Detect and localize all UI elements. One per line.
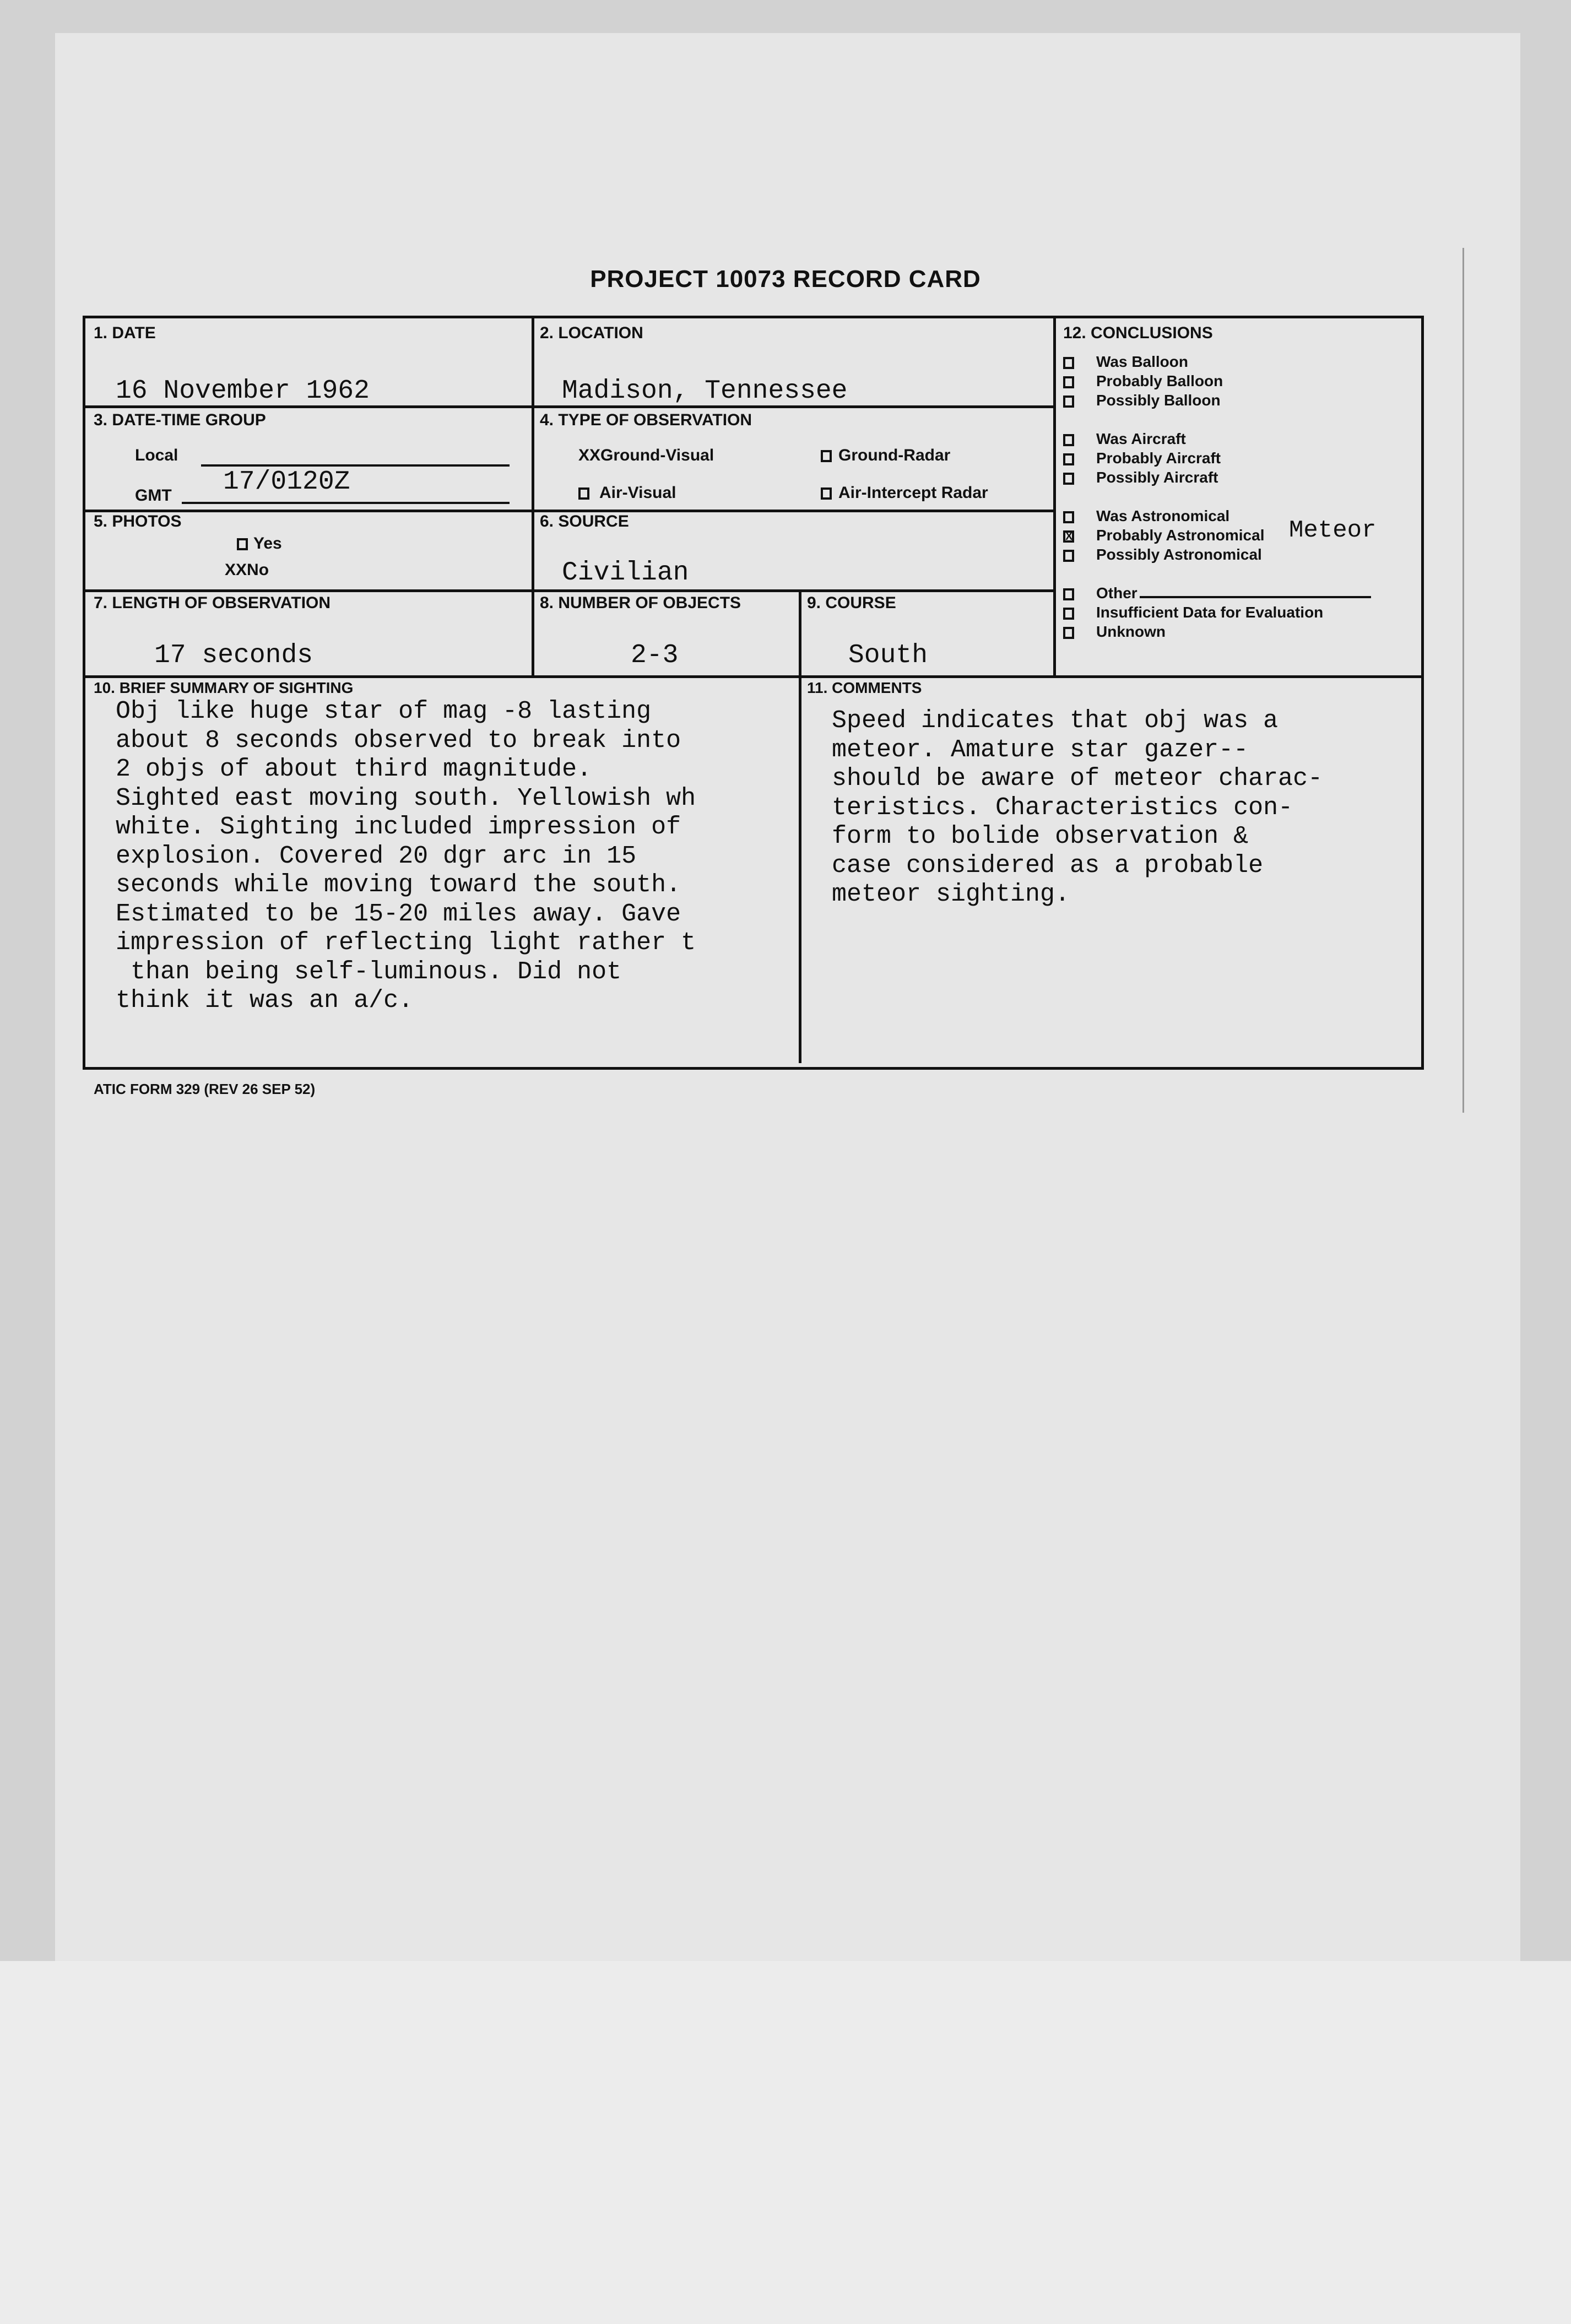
checkbox-icon [1063,376,1074,388]
local-label: Local [135,446,178,464]
conclusion-option [1063,353,1188,371]
text-line: Estimated to be 15-20 miles away. Gave [116,900,681,928]
divider [1053,318,1056,676]
text-line: should be aware of meteor charac- [832,765,1323,793]
summary-text [116,697,696,1016]
form-footer: ATIC FORM 329 (REV 26 SEP 52) [94,1081,316,1097]
text-line: form to bolide observation & [832,822,1249,850]
conclusion-option [1063,623,1166,641]
type-label: 4. TYPE OF OBSERVATION [540,411,752,429]
text-line: Speed indicates that obj was a [832,707,1279,735]
summary-label: 10. BRIEF SUMMARY OF SIGHTING [94,679,354,696]
conclusion-option [1063,392,1221,409]
dtg-label: 3. DATE-TIME GROUP [94,411,266,429]
checkbox-icon [1063,627,1074,639]
divider [799,589,801,1063]
date-label: 1. DATE [94,324,156,342]
conclusions-label: 12. CONCLUSIONS [1063,324,1213,342]
conclusion-label: Was Astronomical [1096,507,1230,524]
conclusion-option [1063,449,1221,467]
gmt-field [182,502,510,504]
checkbox-icon [1063,473,1074,485]
text-line: white. Sighting included impression of [116,813,681,841]
gmt-label: GMT [135,486,172,505]
location-value: Madison, Tennessee [562,376,848,406]
length-value: 17 seconds [154,641,313,670]
photos-no: XXNo [225,561,269,579]
text-line: explosion. Covered 20 dgr arc in 15 [116,842,637,870]
text-line: teristics. Characteristics con- [832,793,1293,822]
checkbox-icon [1063,608,1074,620]
objects-label: 8. NUMBER OF OBJECTS [540,594,741,612]
length-label: 7. LENGTH OF OBSERVATION [94,594,331,612]
other-field [1140,596,1371,598]
option-air-intercept-radar: Air-Intercept Radar [821,484,988,502]
text-line: meteor sighting. [832,880,1070,908]
objects-value: 2-3 [631,641,679,670]
conclusion-label: Other [1096,584,1137,602]
comments-text [832,707,1323,909]
conclusion-label: Probably Balloon [1096,372,1223,389]
option-ground-visual: XXGround-Visual [578,446,714,464]
checkbox-icon [821,487,832,500]
conclusion-label: Possibly Balloon [1096,392,1221,409]
conclusion-option [1063,527,1264,544]
checkbox-icon [1063,434,1074,446]
conclusion-option [1063,507,1229,525]
conclusion-label: Was Aircraft [1096,430,1186,447]
source-label: 6. SOURCE [540,512,629,530]
checkbox-mark: XX [225,561,247,579]
card-title: PROJECT 10073 RECORD CARD [590,266,981,292]
conclusion-label: Possibly Astronomical [1096,546,1262,563]
paper-edge [1462,248,1464,1113]
comments-label: 11. COMMENTS [807,679,922,696]
course-value: South [848,641,928,670]
gmt-value: 17/0120Z [223,467,350,497]
local-field [201,464,510,467]
conclusion-label: Was Balloon [1096,353,1188,370]
conclusion-option [1063,372,1223,390]
text-line: seconds while moving toward the south. [116,871,681,899]
text-line: think it was an a/c. [116,987,414,1015]
checkbox-icon [237,538,248,550]
checkbox-icon [578,487,589,500]
option-ground-radar: Ground-Radar [821,446,950,465]
photos-label: 5. PHOTOS [94,512,182,530]
text-line: Sighted east moving south. Yellowish wh [116,784,696,812]
checkbox-icon [1063,550,1074,562]
conclusion-label: Possibly Aircraft [1096,469,1218,486]
conclusion-option [1063,469,1218,486]
location-label: 2. LOCATION [540,324,643,342]
conclusion-label: Probably Astronomical [1096,527,1265,544]
checkbox-icon [1063,588,1074,600]
checkbox-icon [1063,357,1074,369]
record-card [83,316,1424,1070]
checkbox-icon [821,450,832,462]
source-value: Civilian [562,558,689,588]
course-label: 9. COURSE [807,594,896,612]
divider [532,318,534,675]
checkbox-icon [1063,453,1074,465]
checkbox-icon: X [1063,530,1074,543]
checkbox-mark: XX [578,446,601,464]
divider [85,589,1055,592]
conclusion-label: Insufficient Data for Evaluation [1096,604,1324,621]
lower-background [0,1961,1571,2324]
conclusion-option [1063,584,1371,602]
photos-yes: Yes [237,534,282,553]
text-line: case considered as a probable [832,851,1264,880]
date-value: 16 November 1962 [116,376,370,406]
conclusion-option [1063,546,1262,564]
checkbox-icon [1063,511,1074,523]
text-line: Obj like huge star of mag -8 lasting [116,697,652,725]
conclusion-label: Probably Aircraft [1096,449,1221,467]
conclusion-annotation: Meteor [1289,517,1377,544]
text-line: impression of reflecting light rather t [116,929,696,957]
conclusion-label: Unknown [1096,623,1166,640]
conclusion-option [1063,604,1323,621]
text-line: than being self-luminous. Did not [116,957,622,986]
text-line: meteor. Amature star gazer-- [832,735,1249,764]
divider [85,675,1424,678]
conclusion-option [1063,430,1186,448]
text-line: about 8 seconds observed to break into [116,726,681,755]
checkbox-icon [1063,396,1074,408]
option-air-visual: Air-Visual [578,484,676,502]
text-line: 2 objs of about third magnitude. [116,755,592,783]
